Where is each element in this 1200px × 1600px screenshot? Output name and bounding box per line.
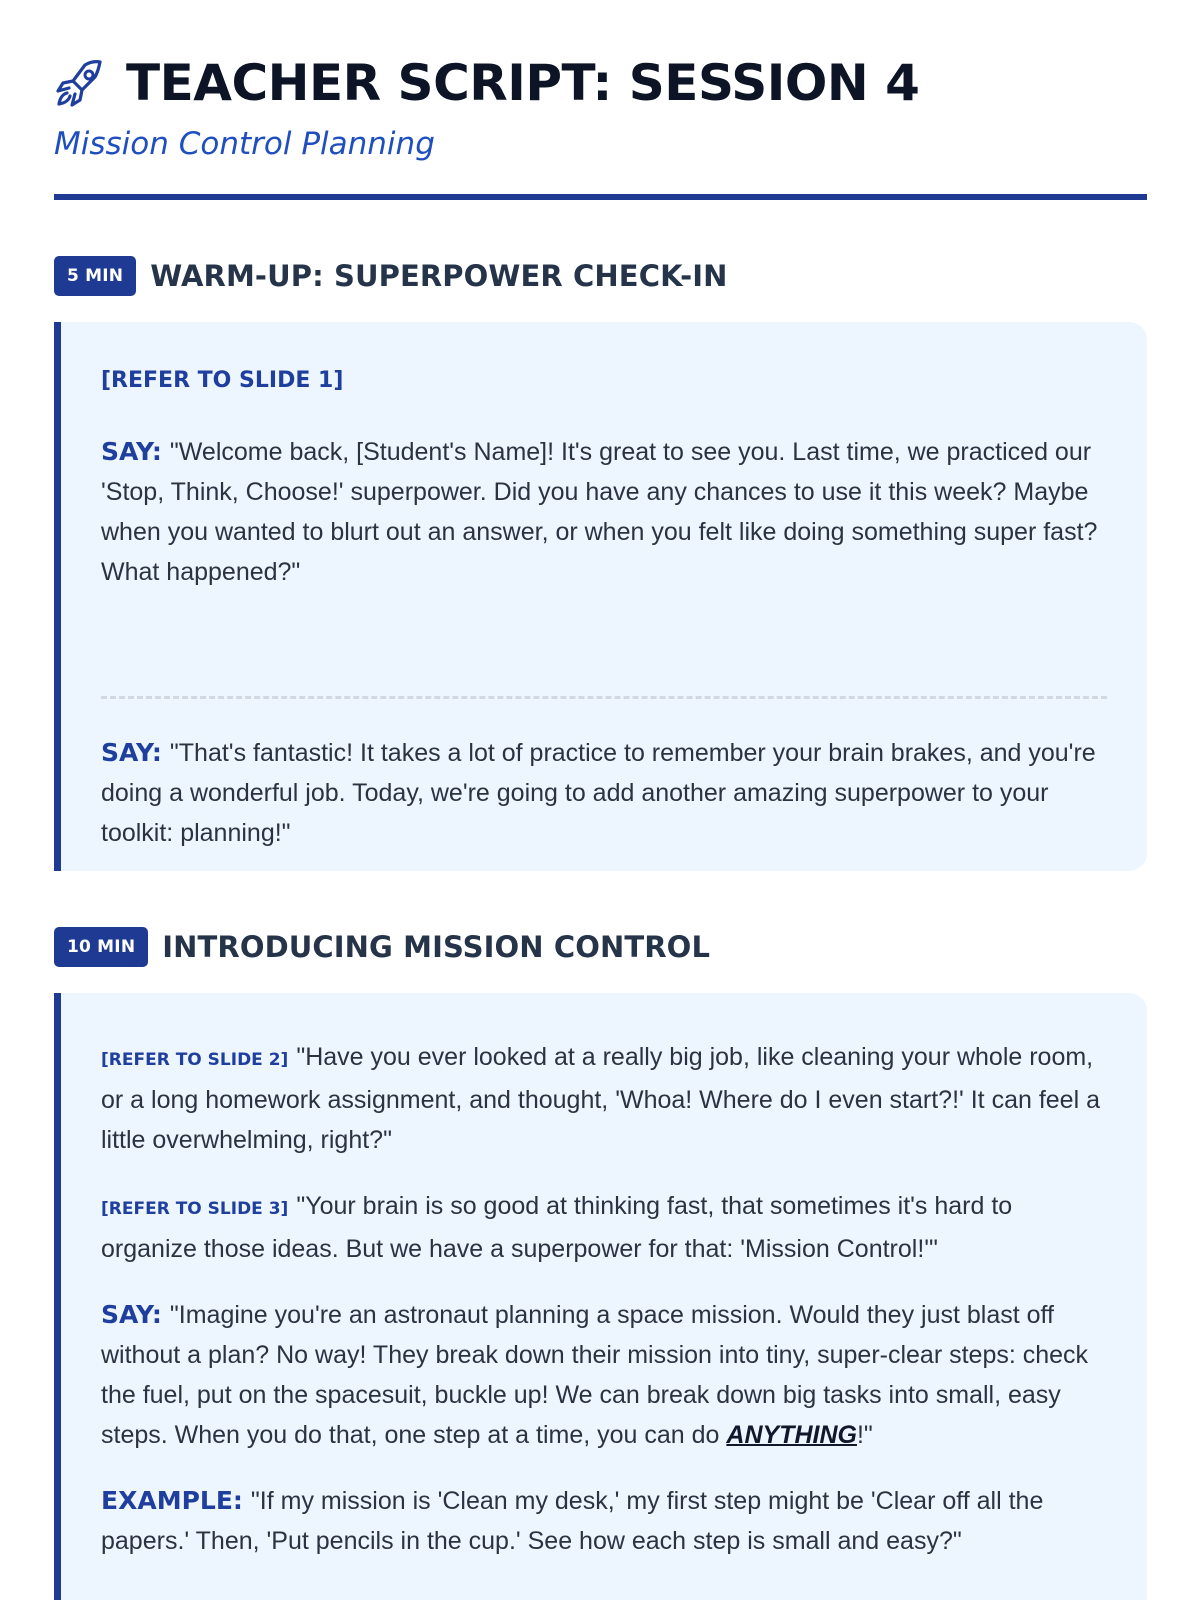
emphasized-word: ANYTHING [726,1421,857,1449]
header-divider [54,194,1147,200]
page-header [54,54,1146,200]
script-text: "Have you ever looked at a really big job, like cleaning your whole room, or a long homework assignment, and thought, 'Whoa! Where do I even start?!' It can feel a little overwhelming, right?" [101,1043,1100,1154]
page-subtitle: Mission Control Planning [54,126,435,162]
warm-up-heading [54,256,1147,296]
duration-badge: 5 MIN [54,256,136,296]
section-title: WARM-UP: SUPERPOWER CHECK-IN [150,259,728,293]
say-line [101,1295,1107,1455]
slide-reference: [REFER TO SLIDE 1] [101,368,344,393]
slide-line [101,1186,1107,1269]
duration-badge: 10 MIN [54,927,148,967]
mission-control-section [54,927,1147,1600]
slide-line [101,1037,1107,1160]
example-label: EXAMPLE: [101,1486,243,1515]
say-text: "That's fantastic! It takes a lot of practice to remember your brain brakes, and you're doing a wonderful job. Today, we're going to add another amazing superpower to your toolkit: planning!" [101,739,1096,847]
say-line [101,432,1107,592]
dashed-divider [101,696,1107,699]
section-title: INTRODUCING MISSION CONTROL [162,930,711,964]
page-title: TEACHER SCRIPT: SESSION 4 [126,54,920,112]
example-text: "If my mission is 'Clean my desk,' my first step might be 'Clear off all the papers.' Then, 'Put pencils in the cup.' See how each step is small and easy?" [101,1487,1044,1555]
warm-up-section [54,256,1147,871]
title-row [54,54,1146,112]
mission-control-heading [54,927,1147,967]
slide-reference: [REFER TO SLIDE 2] [101,1050,289,1070]
say-line [101,733,1107,853]
say-text: "Imagine you're an astronaut planning a space mission. Would they just blast off without a plan? No way! They break down their mission into tiny, super-clear steps: check the fuel, put on the spacesuit, buckle up! We can break down big tasks into small, easy steps. When you do that, one step at a time, you can do [101,1301,1089,1449]
say-ending: !" [856,1421,873,1449]
say-label: SAY: [101,738,162,767]
script-card [54,322,1147,871]
rocket-icon [54,57,106,109]
script-text: "Your brain is so good at thinking fast, that sometimes it's hard to organize those ideas. But we have a superpower for that: 'Mission Control!'" [101,1192,1013,1263]
say-label: SAY: [101,437,162,466]
example-line [101,1481,1107,1561]
slide-reference: [REFER TO SLIDE 3] [101,1199,289,1219]
script-card [54,993,1147,1600]
say-label: SAY: [101,1300,162,1329]
say-text: "Welcome back, [Student's Name]! It's great to see you. Last time, we practiced our 'Stop, Think, Choose!' superpower. Did you have any chances to use it this week? Maybe when you wanted to blurt out an answer, or when you felt like doing something super fast? What happened?" [101,438,1098,586]
